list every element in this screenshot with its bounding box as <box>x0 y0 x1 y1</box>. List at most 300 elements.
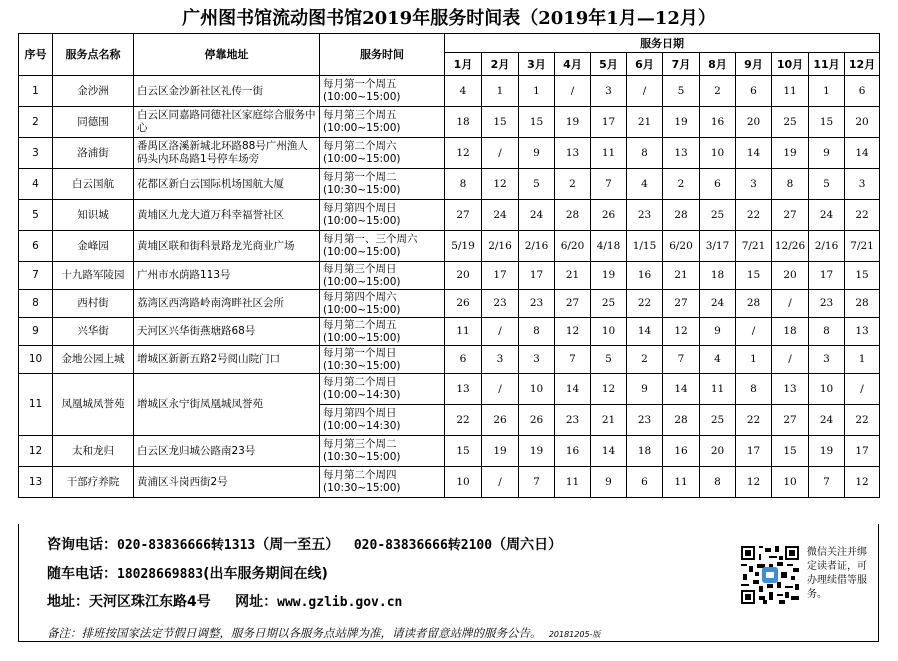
table-row <box>19 346 880 374</box>
service-date: / <box>482 467 519 498</box>
service-date: 1 <box>845 346 880 374</box>
consult-phone-2: 020-83836666转2100 <box>353 538 493 553</box>
service-date: 28 <box>736 290 772 318</box>
service-date: 14 <box>663 374 700 405</box>
row-seq: 8 <box>19 290 53 318</box>
service-date: 24 <box>809 200 845 231</box>
qr-caption: 微信关注并绑定读者证，可办理续借等服务。 <box>807 547 867 600</box>
service-date: 9 <box>809 138 845 169</box>
service-date: 27 <box>555 290 591 318</box>
service-date: 22 <box>736 200 772 231</box>
service-date: / <box>482 374 519 405</box>
service-date: 19 <box>809 436 845 467</box>
service-date: 15 <box>845 262 880 290</box>
service-date: / <box>482 318 519 346</box>
service-time <box>320 76 445 107</box>
service-date: 25 <box>772 107 809 138</box>
stop-address: 花都区新白云国际机场国航大厦 <box>134 169 320 200</box>
web-link[interactable]: www.gzlib.gov.cn <box>277 595 403 610</box>
table-row <box>19 467 880 498</box>
consult-phone-1: 020-83836666转1313 <box>117 538 256 553</box>
service-date: / <box>627 76 663 107</box>
service-time <box>320 346 445 374</box>
service-time <box>320 374 445 405</box>
stop-address: 广州市水荫路113号 <box>134 262 320 290</box>
service-date: 11 <box>445 318 482 346</box>
schedule-table <box>18 33 880 498</box>
stop-address: 荔湾区西湾路岭南湾畔社区会所 <box>134 290 320 318</box>
service-date: 8 <box>519 318 555 346</box>
service-date: 26 <box>445 290 482 318</box>
service-point-name: 洛浦街 <box>53 138 134 169</box>
service-date: 19 <box>555 107 591 138</box>
service-date: 13 <box>445 374 482 405</box>
service-time-hours: (10:00~15:00) <box>323 331 401 344</box>
service-date: 1/15 <box>627 231 663 262</box>
service-date: 17 <box>591 107 627 138</box>
month-header: 7月 <box>663 53 700 76</box>
service-date: 27 <box>772 200 809 231</box>
service-time-hours: (10:30~15:00) <box>323 359 401 372</box>
service-date: / <box>555 76 591 107</box>
service-date: 5 <box>519 169 555 200</box>
service-time-rule: 每月第二个周日 <box>323 376 397 388</box>
service-date: 17 <box>736 436 772 467</box>
service-date: / <box>772 346 809 374</box>
service-date: 2 <box>700 76 736 107</box>
service-date: 22 <box>845 200 880 231</box>
service-date: 16 <box>555 436 591 467</box>
stop-address: 白云区同嘉路同德社区家庭综合服务中心 <box>134 107 320 138</box>
service-date: 9 <box>700 318 736 346</box>
month-header: 3月 <box>519 53 555 76</box>
service-date: 10 <box>772 467 809 498</box>
service-date: 24 <box>519 200 555 231</box>
service-date: 7 <box>809 467 845 498</box>
service-date: 4 <box>445 76 482 107</box>
web-label: 网址： <box>235 594 278 610</box>
service-date: 18 <box>772 318 809 346</box>
service-date: 16 <box>700 107 736 138</box>
table-row <box>19 374 880 405</box>
service-date: 7/21 <box>736 231 772 262</box>
service-date: 11 <box>663 467 700 498</box>
service-time <box>320 138 445 169</box>
service-date: 20 <box>736 107 772 138</box>
service-date: 12 <box>555 318 591 346</box>
header-time: 服务时间 <box>320 34 445 76</box>
service-date: 16 <box>663 436 700 467</box>
service-date: 8 <box>700 467 736 498</box>
service-date: 12 <box>445 138 482 169</box>
service-date: 16 <box>627 262 663 290</box>
stop-address: 黄埔区九龙大道万科幸福誉社区 <box>134 200 320 231</box>
car-line <box>47 563 328 583</box>
table-row <box>19 200 880 231</box>
service-date: 10 <box>809 374 845 405</box>
service-date: 3/17 <box>700 231 736 262</box>
service-date: 6 <box>700 169 736 200</box>
service-date: 15 <box>736 262 772 290</box>
service-date: 26 <box>482 405 519 436</box>
stop-address: 番禺区洛溪新城北环路88号广州渔人码头内环岛路1号停车场旁 <box>134 138 320 169</box>
qr-code-icon <box>741 546 799 604</box>
service-time <box>320 405 445 436</box>
consult-line <box>47 534 562 554</box>
service-date: 17 <box>482 262 519 290</box>
service-date: 25 <box>700 405 736 436</box>
service-date: 18 <box>627 436 663 467</box>
service-date: 5 <box>591 346 627 374</box>
service-date: 13 <box>555 138 591 169</box>
service-date: 23 <box>627 200 663 231</box>
stop-address: 黄埔区联和街科景路龙光商业广场 <box>134 231 320 262</box>
row-seq: 5 <box>19 200 53 231</box>
service-date: / <box>845 374 880 405</box>
service-date: 15 <box>519 107 555 138</box>
service-date: 2/16 <box>482 231 519 262</box>
service-date: 28 <box>845 290 880 318</box>
service-date: 11 <box>555 467 591 498</box>
table-row <box>19 290 880 318</box>
service-point-name: 同德围 <box>53 107 134 138</box>
service-date: 13 <box>845 318 880 346</box>
service-date: 8 <box>736 374 772 405</box>
service-date: 7/21 <box>845 231 880 262</box>
service-time-hours: (10:00~15:00) <box>323 303 401 316</box>
month-header: 10月 <box>772 53 809 76</box>
service-time-hours: (10:00~15:00) <box>323 91 401 103</box>
table-row <box>19 436 880 467</box>
service-point-name: 西村街 <box>53 290 134 318</box>
car-phone: 18028669883 <box>117 567 204 582</box>
service-time-hours: (10:30~15:00) <box>323 482 401 494</box>
table-row <box>19 138 880 169</box>
service-point-name: 白云国航 <box>53 169 134 200</box>
service-date: 17 <box>845 436 880 467</box>
service-date: 8 <box>772 169 809 200</box>
service-date: 3 <box>845 169 880 200</box>
car-note: (出车服务期间在线) <box>203 566 328 582</box>
stop-address: 白云区金沙新社区礼传一街 <box>134 76 320 107</box>
month-header: 8月 <box>700 53 736 76</box>
service-time <box>320 467 445 498</box>
page-title: 广州图书馆流动图书馆2019年服务时间表（2019年1月—12月） <box>182 8 716 29</box>
address-line <box>47 591 402 611</box>
service-date: 13 <box>663 138 700 169</box>
service-time-rule: 每月第四个周日 <box>323 407 397 419</box>
service-time <box>320 231 445 262</box>
service-date: 7 <box>663 346 700 374</box>
service-date: 3 <box>591 76 627 107</box>
service-date: 3 <box>519 346 555 374</box>
service-date: 17 <box>809 262 845 290</box>
month-header: 11月 <box>809 53 845 76</box>
service-date: 21 <box>591 405 627 436</box>
service-date: 6 <box>445 346 482 374</box>
month-header: 4月 <box>555 53 591 76</box>
row-seq: 6 <box>19 231 53 262</box>
service-date: 2/16 <box>519 231 555 262</box>
service-date: 23 <box>482 290 519 318</box>
service-date: 6 <box>736 76 772 107</box>
service-date: 2 <box>663 169 700 200</box>
service-time-rule: 每月第一、三个周六 <box>323 233 418 245</box>
month-header: 2月 <box>482 53 519 76</box>
service-date: 11 <box>591 138 627 169</box>
service-time-rule: 每月第四个周六 <box>323 290 397 303</box>
service-date: 3 <box>482 346 519 374</box>
service-date: 23 <box>555 405 591 436</box>
service-date: 22 <box>736 405 772 436</box>
version-tag: 20181205-版 <box>548 630 601 639</box>
service-date: 20 <box>845 107 880 138</box>
service-point-name: 干部疗养院 <box>53 467 134 498</box>
service-date: 22 <box>845 405 880 436</box>
stop-address: 白云区龙归城公路南23号 <box>134 436 320 467</box>
service-time-hours: (10:00~14:30) <box>323 420 401 432</box>
consult-note-1: （周一至五） <box>255 537 340 553</box>
service-point-name: 金沙洲 <box>53 76 134 107</box>
service-time <box>320 436 445 467</box>
service-time-hours: (10:30~15:00) <box>323 451 401 463</box>
service-time-rule: 每月第三个周二 <box>323 438 397 450</box>
service-date: 28 <box>555 200 591 231</box>
service-time-rule: 每月第一个周二 <box>323 171 397 183</box>
month-header: 1月 <box>445 53 482 76</box>
service-date: / <box>482 138 519 169</box>
service-date: 14 <box>736 138 772 169</box>
stop-address: 天河区兴华街燕塘路68号 <box>134 318 320 346</box>
service-point-name: 十九路军陵园 <box>53 262 134 290</box>
service-date: 1 <box>809 76 845 107</box>
car-label: 随车电话： <box>47 566 117 582</box>
service-time-hours: (10:00~15:00) <box>323 122 401 134</box>
service-date: 15 <box>772 436 809 467</box>
service-date: 1 <box>736 346 772 374</box>
row-seq: 13 <box>19 467 53 498</box>
service-time-rule: 每月第二个周四 <box>323 469 397 481</box>
service-date: 3 <box>736 169 772 200</box>
stop-address: 黄浦区斗岗西街2号 <box>134 467 320 498</box>
service-date: 2 <box>555 169 591 200</box>
service-date: 18 <box>700 262 736 290</box>
service-date: 6 <box>627 467 663 498</box>
service-date: 12 <box>591 374 627 405</box>
service-date: 5 <box>809 169 845 200</box>
service-point-name: 金地公园上城 <box>53 346 134 374</box>
service-date: 15 <box>482 107 519 138</box>
service-date: 24 <box>482 200 519 231</box>
service-date: 11 <box>700 374 736 405</box>
month-header: 5月 <box>591 53 627 76</box>
service-date: 5 <box>663 76 700 107</box>
service-time-hours: (10:00~15:00) <box>323 153 401 165</box>
service-date: 4/18 <box>591 231 627 262</box>
service-date: 28 <box>663 405 700 436</box>
service-point-name: 太和龙归 <box>53 436 134 467</box>
service-date: 2 <box>627 346 663 374</box>
service-time-rule: 每月第一个周日 <box>323 346 397 359</box>
service-time-rule: 每月第三个周五 <box>323 109 397 121</box>
service-time <box>320 169 445 200</box>
row-seq: 10 <box>19 346 53 374</box>
service-date: 12 <box>482 169 519 200</box>
service-date: 12 <box>663 318 700 346</box>
service-date: 9 <box>519 138 555 169</box>
service-time <box>320 318 445 346</box>
service-time <box>320 262 445 290</box>
service-date: 28 <box>663 200 700 231</box>
header-dates: 服务日期 <box>445 34 880 53</box>
service-date: 10 <box>591 318 627 346</box>
service-date: 4 <box>627 169 663 200</box>
service-date: 18 <box>445 107 482 138</box>
month-header: 6月 <box>627 53 663 76</box>
service-point-name: 凤凰城凤誉苑 <box>53 374 134 436</box>
service-date: 14 <box>591 436 627 467</box>
service-time-rule: 每月第一个周五 <box>323 78 397 90</box>
service-date: 25 <box>591 290 627 318</box>
service-time-hours: (10:00~15:00) <box>323 275 401 288</box>
consult-label: 咨询电话： <box>47 537 117 553</box>
table-row <box>19 76 880 107</box>
service-date: 22 <box>627 290 663 318</box>
service-time <box>320 200 445 231</box>
table-row <box>19 231 880 262</box>
service-date: 12 <box>736 467 772 498</box>
service-date: 19 <box>591 262 627 290</box>
header-seq: 序号 <box>19 34 53 76</box>
service-date: 3 <box>809 346 845 374</box>
service-date: 8 <box>809 318 845 346</box>
service-date: 11 <box>772 76 809 107</box>
service-date: 20 <box>772 262 809 290</box>
service-date: 19 <box>482 436 519 467</box>
service-time <box>320 107 445 138</box>
service-date: 12 <box>845 467 880 498</box>
service-date: 19 <box>772 138 809 169</box>
service-point-name: 兴华街 <box>53 318 134 346</box>
service-date: 6 <box>845 76 880 107</box>
service-date: 27 <box>772 405 809 436</box>
service-date: 24 <box>809 405 845 436</box>
service-date: 9 <box>591 467 627 498</box>
service-date: 8 <box>445 169 482 200</box>
service-time-hours: (10:00~14:30) <box>323 389 401 401</box>
service-date: / <box>736 318 772 346</box>
service-date: 10 <box>700 138 736 169</box>
service-date: 21 <box>555 262 591 290</box>
service-date: 26 <box>591 200 627 231</box>
service-date: 21 <box>627 107 663 138</box>
service-date: 23 <box>627 405 663 436</box>
service-date: 4 <box>700 346 736 374</box>
service-time-hours: (10:00~15:00) <box>323 215 401 227</box>
service-time-rule: 每月第二个周五 <box>323 318 397 331</box>
consult-note-2: （周六日） <box>492 537 563 553</box>
service-time-hours: (10:00~15:00) <box>323 246 401 258</box>
service-date: 6/20 <box>663 231 700 262</box>
service-date: 23 <box>519 290 555 318</box>
service-date: 26 <box>519 405 555 436</box>
service-date: 13 <box>772 374 809 405</box>
service-date: 25 <box>700 200 736 231</box>
service-date: 15 <box>445 436 482 467</box>
service-date: 5/19 <box>445 231 482 262</box>
table-row <box>19 318 880 346</box>
service-date: 19 <box>663 107 700 138</box>
service-date: 27 <box>445 200 482 231</box>
service-date: 10 <box>445 467 482 498</box>
address-value: 天河区珠江东路4号 <box>89 594 211 610</box>
service-time-rule: 每月第四个周日 <box>323 202 397 214</box>
note-line <box>47 625 600 641</box>
service-date: 20 <box>700 436 736 467</box>
service-time <box>320 290 445 318</box>
service-date: 1 <box>519 76 555 107</box>
row-seq: 9 <box>19 318 53 346</box>
service-date: 1 <box>482 76 519 107</box>
address-label: 地址： <box>47 594 89 610</box>
service-date: 22 <box>445 405 482 436</box>
service-point-name: 知识城 <box>53 200 134 231</box>
service-date: 17 <box>519 262 555 290</box>
header-address: 停靠地址 <box>134 34 320 76</box>
service-date: 14 <box>627 318 663 346</box>
row-seq: 7 <box>19 262 53 290</box>
service-time-rule: 每月第三个周日 <box>323 262 397 275</box>
month-header: 12月 <box>845 53 880 76</box>
service-date: 14 <box>845 138 880 169</box>
service-date: 9 <box>627 374 663 405</box>
service-date: 27 <box>663 290 700 318</box>
row-seq: 4 <box>19 169 53 200</box>
service-time-rule: 每月第二个周六 <box>323 140 397 152</box>
note-text: 备注：排班按国家法定节假日调整，服务日期以各服务点站牌为准，请读者留意站牌的服务公告。 <box>47 626 542 640</box>
service-date: / <box>772 290 809 318</box>
service-date: 14 <box>555 374 591 405</box>
service-date: 7 <box>555 346 591 374</box>
service-date: 10 <box>519 374 555 405</box>
service-time-hours: (10:30~15:00) <box>323 184 401 196</box>
service-date: 23 <box>809 290 845 318</box>
footer-panel <box>18 524 879 642</box>
header-name: 服务点名称 <box>53 34 134 76</box>
service-date: 19 <box>519 436 555 467</box>
table-row <box>19 169 880 200</box>
service-date: 20 <box>445 262 482 290</box>
row-seq: 2 <box>19 107 53 138</box>
row-seq: 1 <box>19 76 53 107</box>
service-date: 7 <box>591 169 627 200</box>
service-date: 8 <box>627 138 663 169</box>
table-row <box>19 107 880 138</box>
month-header: 9月 <box>736 53 772 76</box>
service-date: 2/16 <box>809 231 845 262</box>
service-date: 15 <box>809 107 845 138</box>
service-date: 6/20 <box>555 231 591 262</box>
service-point-name: 金峰园 <box>53 231 134 262</box>
service-date: 21 <box>663 262 700 290</box>
stop-address: 增城区永宁街凤凰城凤誉苑 <box>134 374 320 436</box>
row-seq: 3 <box>19 138 53 169</box>
service-date: 12/26 <box>772 231 809 262</box>
service-date: 7 <box>519 467 555 498</box>
row-seq: 11 <box>19 374 53 436</box>
stop-address: 增城区新新五路2号阅山院门口 <box>134 346 320 374</box>
row-seq: 12 <box>19 436 53 467</box>
